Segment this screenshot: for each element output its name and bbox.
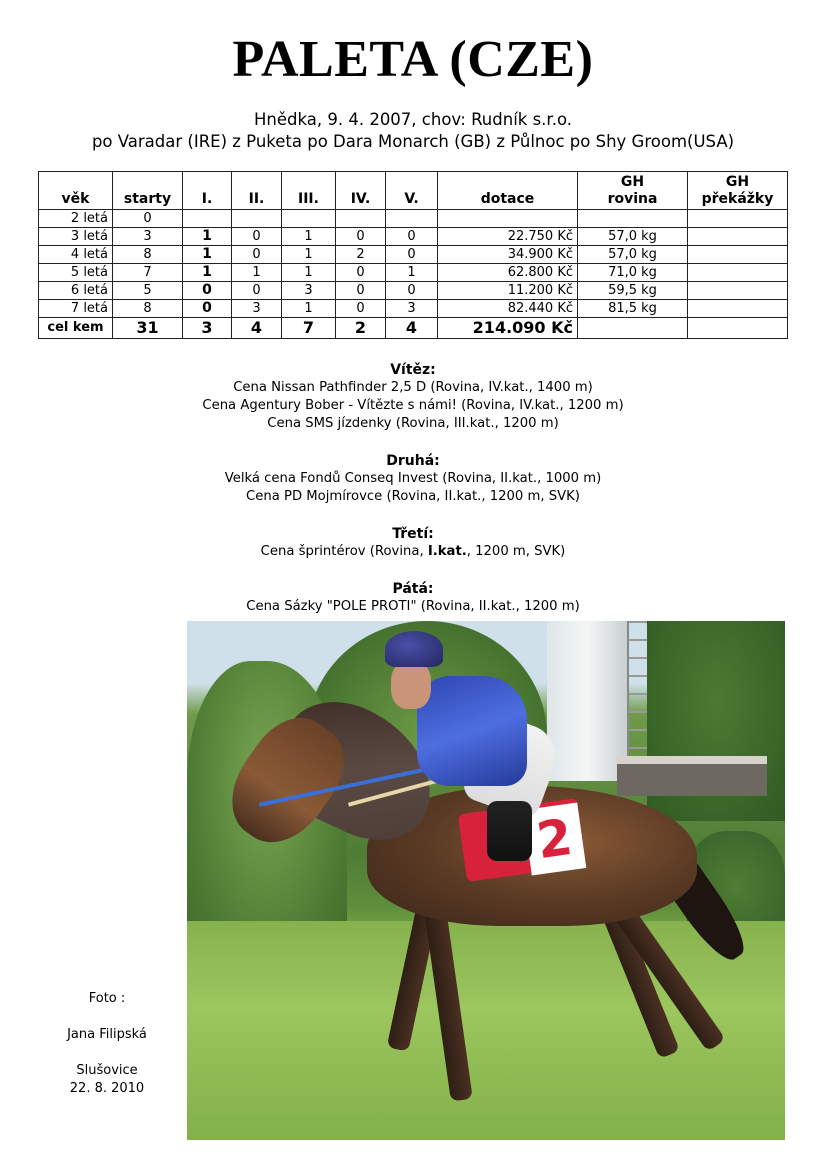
race-item: Cena PD Mojmírovce (Rovina, II.kat., 1200 m, SVK)	[246, 489, 580, 504]
race-item-text: Cena šprintérov (Rovina,	[260, 544, 428, 559]
photo-shed	[617, 756, 767, 796]
race-item: Cena SMS jízdenky (Rovina, III.kat., 1200 m)	[267, 416, 559, 431]
horse-name-title: PALETA (CZE)	[232, 31, 594, 88]
cell-v: 0	[386, 246, 438, 264]
table-row	[39, 300, 788, 318]
cell-i: 0	[183, 300, 232, 318]
cell-gh-rovina: 81,5 kg	[578, 300, 688, 318]
cell-v: 3	[386, 300, 438, 318]
pedigree-line: po Varadar (IRE) z Puketa po Dara Monarch (GB) z Půlnoc po Shy Groom(USA)	[91, 132, 735, 151]
table-row	[39, 210, 788, 228]
race-item: Velká cena Fondů Conseq Invest (Rovina, II.kat., 1000 m)	[224, 471, 602, 486]
photo-tower	[547, 621, 627, 781]
table-row	[39, 264, 788, 282]
cell-iv: 0	[336, 300, 386, 318]
race-item	[0, 543, 826, 561]
cell-gh-prekazky	[688, 210, 788, 228]
header-v: V.	[386, 172, 438, 210]
cell-starty: 8	[113, 300, 183, 318]
horse-details: Hnědka, 9. 4. 2007, chov: Rudník s.r.o.	[253, 110, 572, 129]
total-dotace: 214.090 Kč	[438, 318, 578, 339]
cell-iv	[336, 210, 386, 228]
cell-gh-prekazky	[688, 264, 788, 282]
cell-v: 1	[386, 264, 438, 282]
table-row	[39, 246, 788, 264]
total-ii: 4	[232, 318, 282, 339]
section-heading: Vítěz:	[390, 362, 436, 378]
cell-gh-rovina: 57,0 kg	[578, 246, 688, 264]
cell-gh-rovina: 57,0 kg	[578, 228, 688, 246]
cell-i	[183, 210, 232, 228]
cell-ii: 0	[232, 246, 282, 264]
cell-iii: 1	[282, 246, 336, 264]
table-row	[39, 228, 788, 246]
cell-i: 1	[183, 228, 232, 246]
cell-gh-prekazky	[688, 246, 788, 264]
total-gh-prekazky	[688, 318, 788, 339]
race-item: Cena Sázky "POLE PROTI" (Rovina, II.kat., 1200 m)	[246, 599, 580, 614]
cell-ii: 0	[232, 282, 282, 300]
cell-vek: 2 letá	[39, 210, 113, 228]
race-item: Cena Agentury Bober - Vítězte s námi! (Rovina, IV.kat., 1200 m)	[202, 398, 624, 413]
cell-dotace	[438, 210, 578, 228]
cell-dotace: 11.200 Kč	[438, 282, 578, 300]
jockey-helmet	[385, 631, 443, 667]
header-gh-rovina	[578, 172, 688, 210]
header-iv: IV.	[336, 172, 386, 210]
cell-starty: 5	[113, 282, 183, 300]
cell-ii: 1	[232, 264, 282, 282]
saddle-number: 2	[523, 802, 587, 875]
cell-gh-rovina	[578, 210, 688, 228]
cell-ii	[232, 210, 282, 228]
cell-i: 1	[183, 246, 232, 264]
cell-gh-prekazky	[688, 228, 788, 246]
section-druha	[0, 452, 826, 506]
section-pata	[0, 580, 826, 616]
cell-dotace: 22.750 Kč	[438, 228, 578, 246]
cell-ii: 0	[232, 228, 282, 246]
table-header-row	[39, 172, 788, 210]
cell-ii: 3	[232, 300, 282, 318]
jockey-silks	[417, 676, 527, 786]
header-gh-prekazky	[688, 172, 788, 210]
cell-iv: 0	[336, 264, 386, 282]
cell-iv: 0	[336, 282, 386, 300]
total-v: 4	[386, 318, 438, 339]
cell-iv: 0	[336, 228, 386, 246]
section-heading: Třetí:	[392, 526, 434, 542]
jockey-boot	[487, 801, 532, 861]
header-gh-rovina-2: rovina	[607, 191, 658, 207]
cell-vek: 6 letá	[39, 282, 113, 300]
header-vek: věk	[39, 172, 113, 210]
section-vitez	[0, 361, 826, 433]
header-gh-rovina-1: GH	[620, 174, 645, 190]
cell-dotace: 34.900 Kč	[438, 246, 578, 264]
header-dotace: dotace	[438, 172, 578, 210]
header-gh-prekazky-1: GH	[725, 174, 750, 190]
cell-gh-prekazky	[688, 282, 788, 300]
photo-ladder	[627, 621, 649, 771]
photo-credit-date: 22. 8. 2010	[69, 1081, 145, 1096]
photo-credit-place: Slušovice	[76, 1063, 138, 1078]
total-iii: 7	[282, 318, 336, 339]
cell-iii: 1	[282, 264, 336, 282]
jockey-face	[391, 661, 431, 709]
cell-vek: 4 letá	[39, 246, 113, 264]
cell-gh-prekazky	[688, 300, 788, 318]
race-item-text: , 1200 m, SVK)	[466, 544, 566, 559]
table-row	[39, 282, 788, 300]
cell-starty: 3	[113, 228, 183, 246]
total-iv: 2	[336, 318, 386, 339]
cell-iii	[282, 210, 336, 228]
cell-v	[386, 210, 438, 228]
cell-vek: 7 letá	[39, 300, 113, 318]
section-treti	[0, 525, 826, 561]
total-starty: 31	[113, 318, 183, 339]
table-total-row	[39, 318, 788, 339]
race-item-category: I.kat.	[427, 544, 467, 559]
header-i: I.	[183, 172, 232, 210]
cell-i: 1	[183, 264, 232, 282]
race-item: Cena Nissan Pathfinder 2,5 D (Rovina, IV.kat., 1400 m)	[233, 380, 593, 395]
cell-dotace: 62.800 Kč	[438, 264, 578, 282]
cell-vek: 3 letá	[39, 228, 113, 246]
header-gh-prekazky-2: překážky	[701, 191, 774, 207]
race-statistics-table	[38, 171, 788, 339]
cell-iii: 3	[282, 282, 336, 300]
total-gh-rovina	[578, 318, 688, 339]
photo-credit-author: Jana Filipská	[67, 1027, 147, 1042]
section-heading: Pátá:	[392, 581, 434, 597]
header-starty: starty	[113, 172, 183, 210]
cell-starty: 7	[113, 264, 183, 282]
cell-iv: 2	[336, 246, 386, 264]
cell-starty: 0	[113, 210, 183, 228]
section-heading: Druhá:	[386, 453, 440, 469]
header-ii: II.	[232, 172, 282, 210]
cell-v: 0	[386, 282, 438, 300]
header-iii: III.	[282, 172, 336, 210]
cell-vek: 5 letá	[39, 264, 113, 282]
total-i: 3	[183, 318, 232, 339]
cell-starty: 8	[113, 246, 183, 264]
cell-gh-rovina: 59,5 kg	[578, 282, 688, 300]
total-vek: cel kem	[39, 318, 113, 339]
cell-v: 0	[386, 228, 438, 246]
cell-iii: 1	[282, 300, 336, 318]
horse-photo	[187, 621, 785, 1140]
photo-credit-label: Foto :	[88, 991, 126, 1006]
cell-iii: 1	[282, 228, 336, 246]
cell-dotace: 82.440 Kč	[438, 300, 578, 318]
cell-gh-rovina: 71,0 kg	[578, 264, 688, 282]
cell-i: 0	[183, 282, 232, 300]
